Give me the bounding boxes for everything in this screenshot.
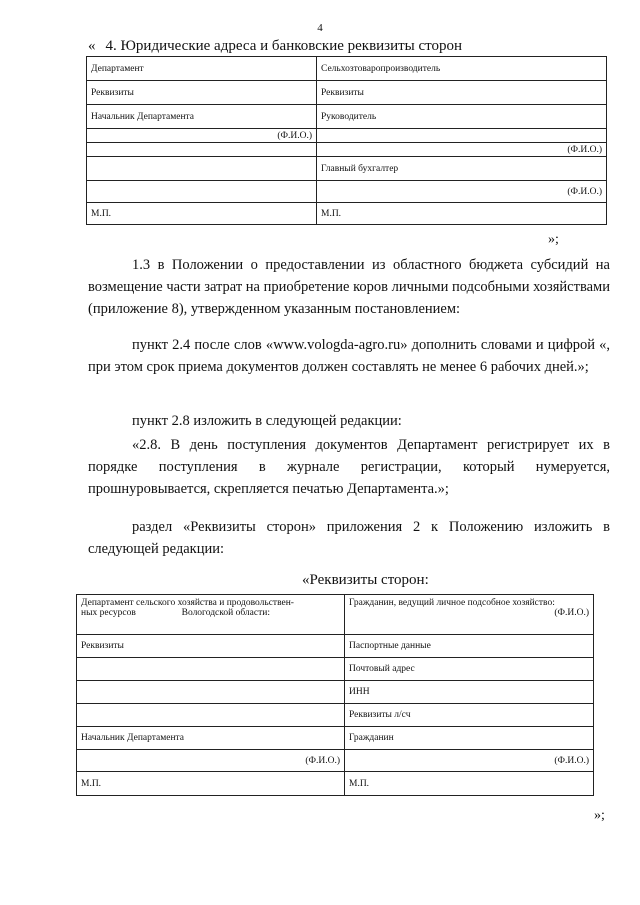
t2-cell: Гражданин	[345, 727, 594, 750]
t1-cell	[87, 143, 317, 157]
t2-header-left-c: Вологодской области:	[181, 608, 270, 618]
t2-header-left-line	[81, 608, 340, 618]
page-number: 4	[317, 22, 323, 34]
t1-cell: М.П.	[317, 203, 607, 225]
t1-cell: (Ф.И.О.)	[317, 143, 607, 157]
t2-header-right	[345, 595, 594, 635]
section-heading-text: 4. Юридические адреса и банковские реквизиты сторон	[105, 38, 463, 54]
t2-cell: Начальник Департамента	[77, 727, 345, 750]
t1-cell: (Ф.И.О.)	[87, 129, 317, 143]
t1-cell	[87, 181, 317, 203]
t2-cell: Реквизиты	[77, 635, 345, 658]
t1-cell: Начальник Департамента	[87, 105, 317, 129]
t2-header-right-a: Гражданин, ведущий личное подсобное хозяйство:	[349, 598, 555, 608]
t2-header-left-b: ных ресурсов	[81, 608, 136, 618]
paragraph-2-8-text: «2.8. В день поступления документов Департамент регистрирует их в порядке поступления в журнале регистрации, который нумеруется, прошнуровывается, скрепляется печатью Департамента.»;	[88, 437, 610, 497]
t1-cell	[87, 157, 317, 181]
t1-cell: Реквизиты	[87, 81, 317, 105]
t2-cell: Реквизиты л/сч	[345, 704, 594, 727]
t2-cell: М.П.	[77, 772, 345, 796]
t1-cell: Руководитель	[317, 105, 607, 129]
t2-cell: ИНН	[345, 681, 594, 704]
t2-header-left	[77, 595, 345, 635]
t1-cell: Главный бухгалтер	[317, 157, 607, 181]
section-heading	[88, 38, 462, 55]
closing-quote-2: »;	[594, 808, 605, 823]
requisites-table-2	[76, 594, 594, 796]
t2-header-left-a: Департамент сельского хозяйства и продовольствен-	[81, 598, 294, 608]
t2-cell: Почтовый адрес	[345, 658, 594, 681]
requisites-table-1	[86, 56, 607, 225]
paragraph-section: раздел «Реквизиты сторон» приложения 2 к Положению изложить в следующей редакции:	[88, 519, 610, 557]
t2-cell: Паспортные данные	[345, 635, 594, 658]
t1-cell: Реквизиты	[317, 81, 607, 105]
t2-cell	[77, 704, 345, 727]
t2-cell: (Ф.И.О.)	[77, 750, 345, 772]
t1-cell: М.П.	[87, 203, 317, 225]
t1-cell: Департамент	[87, 57, 317, 81]
table2-title: «Реквизиты сторон:	[302, 572, 429, 588]
t2-cell	[77, 658, 345, 681]
opening-quote: «	[88, 38, 96, 54]
t1-cell: Сельхозтоваропроизводитель	[317, 57, 607, 81]
t2-header-right-b: (Ф.И.О.)	[554, 608, 589, 618]
t1-cell	[317, 129, 607, 143]
paragraph-2-4: пункт 2.4 после слов «www.vologda-agro.ru» дополнить словами и цифрой «, при этом срок приема документов должен составлять не менее 6 рабочих дней.»;	[88, 337, 610, 375]
t2-cell: М.П.	[345, 772, 594, 796]
paragraph-1-3: 1.3 в Положении о предоставлении из областного бюджета субсидий на возмещение части затрат на приобретение коров личными подсобными хозяйствами (приложение 8), утвержденном указанным постановлением:	[88, 257, 610, 317]
t2-cell	[77, 681, 345, 704]
paragraph-2-8: пункт 2.8 изложить в следующей редакции:	[132, 413, 402, 429]
t1-cell: (Ф.И.О.)	[317, 181, 607, 203]
closing-quote-1: »;	[548, 232, 559, 247]
t2-cell: (Ф.И.О.)	[345, 750, 594, 772]
